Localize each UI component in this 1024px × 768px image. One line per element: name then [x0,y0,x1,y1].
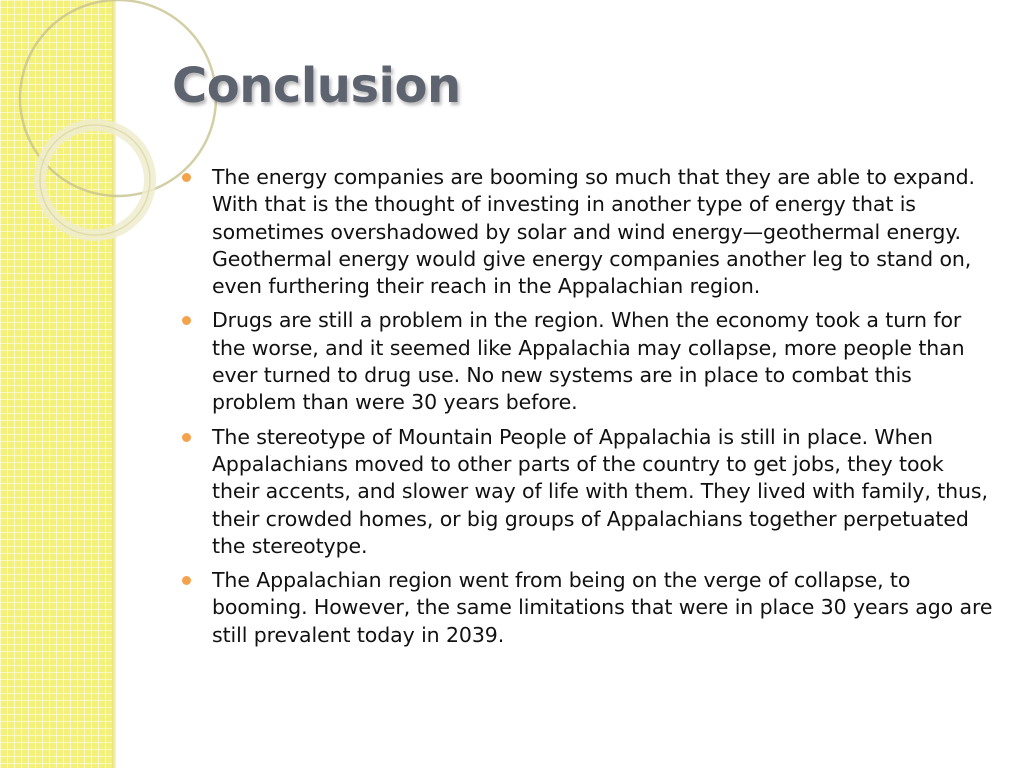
bullet-text: Drugs are still a problem in the region. When the economy took a turn for the worse, and it seemed like Appalachia may collapse, more people than ever turned to drug use. No new systems are in place to combat this problem than were 30 years before. [212,308,965,415]
bullet-dot-icon [182,433,191,442]
bullet-text: The Appalachian region went from being on the verge of collapse, to booming. However, the same limitations that were in place 30 years ago are still prevalent today in 2039. [212,568,993,647]
bullet-text: The stereotype of Mountain People of Appalachia is still in place. When Appalachians moved to other parts of the country to get jobs, they took their accents, and slower way of life with them. They lived with family, thus, their crowded homes, or big groups of Appalachians together perpetuated the stereotype. [212,424,988,558]
slide-title: Conclusion [172,58,461,114]
list-item [182,567,994,649]
list-item [182,307,994,416]
bullet-dot-icon [182,576,191,585]
list-item [182,164,994,300]
bullet-text: The energy companies are booming so much that they are able to expand. With that is the thought of investing in another type of energy that is sometimes overshadowed by solar and wind energy—geothermal energy. Geothermal energy would give energy companies another leg to stand on, even furthering their reach in the Appalachian region. [212,165,975,299]
decorative-side-panel [0,0,112,768]
bullet-dot-icon [182,173,191,182]
bullet-dot-icon [182,316,191,325]
bullet-list [182,164,994,656]
list-item [182,424,994,560]
side-panel-edge [112,0,116,768]
